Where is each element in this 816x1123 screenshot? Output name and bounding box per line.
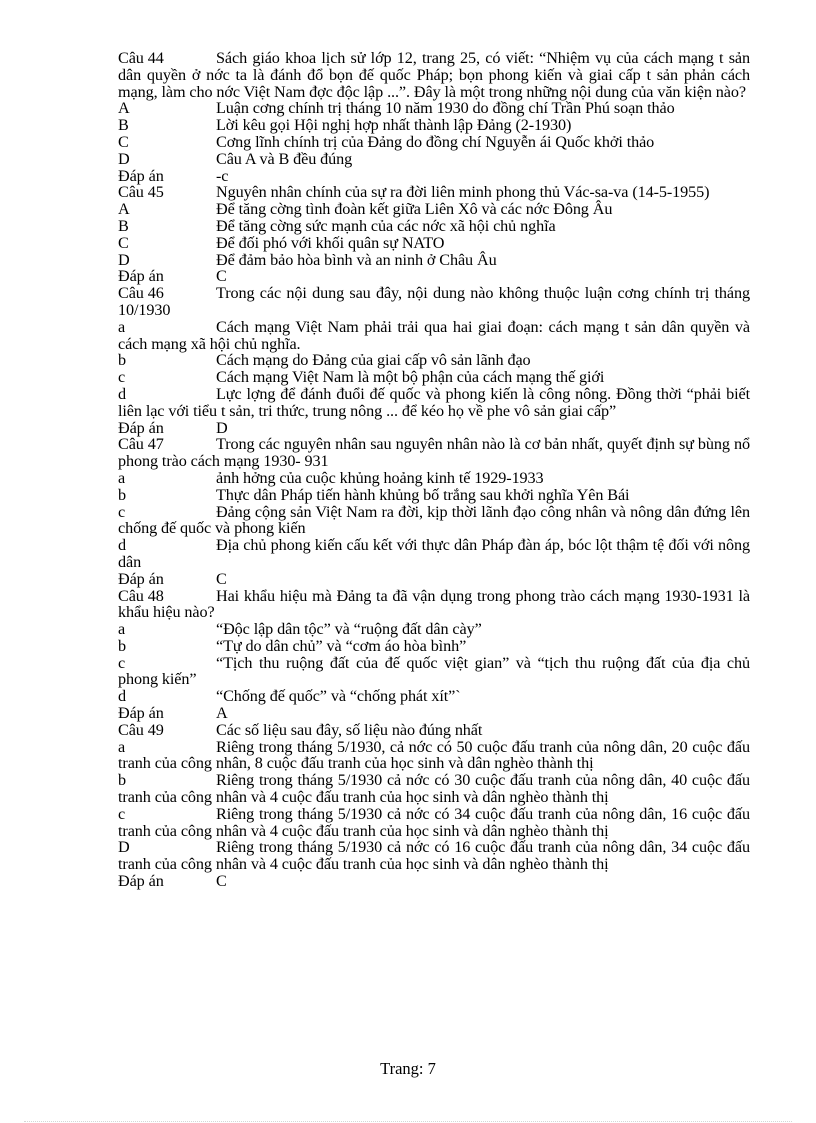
option-line — [118, 504, 750, 538]
option-letter: A — [118, 99, 130, 118]
option-line — [118, 151, 750, 168]
question-number: Câu 45 — [118, 183, 164, 202]
option-line — [118, 638, 750, 655]
answer-line — [118, 571, 750, 588]
option-line — [118, 806, 750, 840]
option-text: Địa chủ phong kiến cấu kết với thực dân Pháp đàn áp, bóc lột thậm tệ đối với nông dân — [118, 536, 750, 571]
option-line — [118, 487, 750, 504]
option-line — [118, 839, 750, 873]
answer-label: Đáp án — [118, 569, 164, 588]
option-line — [118, 688, 750, 705]
answer-line — [118, 268, 750, 285]
answer-value: A — [216, 704, 228, 723]
option-letter: c — [118, 502, 126, 521]
answer-value: C — [216, 267, 227, 286]
option-line — [118, 252, 750, 269]
option-text: “Tự do dân chủ” và “cơm áo hòa bình” — [216, 636, 467, 655]
question-text: Trong các nguyên nhân sau nguyên nhân nào là cơ bản nhất, quyết định sự bùng nổ phong trào cách mạng 1930- 931 — [118, 435, 750, 471]
option-text: Lời kêu gọi Hội nghị hợp nhất thành lập Đảng (2-1930) — [216, 116, 572, 135]
option-text: Đảng cộng sản Việt Nam ra đời, kịp thời lãnh đạo công nhân và nông dân đứng lên chống đế quốc và phong kiến — [118, 502, 750, 538]
option-letter: a — [118, 620, 126, 639]
answer-label: Đáp án — [118, 166, 164, 185]
option-text: Cách mạng Việt Nam là một bộ phận của cách mạng thế giới — [216, 368, 605, 387]
option-letter: C — [118, 132, 129, 151]
option-text: ảnh hởng của cuộc khủng hoảng kinh tế 1929-1933 — [216, 468, 544, 487]
page-footer: Trang: 7 — [380, 1059, 436, 1078]
answer-value: D — [216, 418, 228, 437]
option-letter: D — [118, 250, 130, 269]
answer-line — [118, 705, 750, 722]
question-line — [118, 722, 750, 739]
option-text: Câu A và B đều đúng — [216, 149, 353, 168]
question-text: Hai khẩu hiệu mà Đảng ta đã vận dụng trong phong trào cách mạng 1930-1931 là khẩu hiệu nào? — [118, 586, 750, 622]
option-line — [118, 117, 750, 134]
option-text: Luận cơng chính trị tháng 10 năm 1930 do đồng chí Trần Phú soạn thảo — [216, 99, 675, 118]
option-text: Riêng trong tháng 5/1930 cả nớc có 30 cuộc đấu tranh của nông dân, 40 cuộc đấu tranh của công nhân và 4 cuộc đấu tranh của học sinh và dân nghèo thành thị — [118, 771, 750, 807]
option-letter: b — [118, 636, 126, 655]
question-text: Nguyên nhân chính của sự ra đời liên minh phong thủ Vác-sa-va (14-5-1955) — [216, 183, 710, 202]
answer-line — [118, 420, 750, 437]
option-line — [118, 218, 750, 235]
answer-line — [118, 168, 750, 185]
option-text: “Tịch thu ruộng đất của đế quốc việt gian” và “tịch thu ruộng đất của địa chủ phong kiến” — [118, 653, 750, 689]
option-letter: c — [118, 653, 126, 672]
option-text: Để tăng cờng tình đoàn kết giữa Liên Xô và các nớc Đông Âu — [216, 200, 613, 219]
question-number: Câu 47 — [118, 435, 164, 454]
option-line — [118, 537, 750, 571]
option-letter: A — [118, 200, 130, 219]
question-number: Câu 46 — [118, 284, 164, 303]
option-line — [118, 369, 750, 386]
question-number: Câu 44 — [118, 49, 164, 67]
question-text: Các số liệu sau đây, số liệu nào đúng nhất — [216, 720, 483, 739]
option-text: Để đối phó với khối quân sự NATO — [216, 233, 445, 252]
option-letter: C — [118, 233, 129, 252]
option-line — [118, 470, 750, 487]
answer-label: Đáp án — [118, 267, 164, 286]
option-line — [118, 352, 750, 369]
option-line — [118, 100, 750, 117]
option-line — [118, 621, 750, 638]
option-letter: B — [118, 216, 129, 235]
option-line — [118, 235, 750, 252]
option-letter: d — [118, 687, 126, 706]
answer-label: Đáp án — [118, 872, 164, 891]
question-line — [118, 50, 750, 100]
option-letter: b — [118, 771, 126, 790]
option-letter: D — [118, 149, 130, 168]
answer-value: C — [216, 569, 227, 588]
question-text: Sách giáo khoa lịch sử lớp 12, trang 25, có viết: “Nhiệm vụ của cách mạng t sản dân quyền ở nớc ta là đánh đổ bọn đế quốc Pháp; bọn phong kiến và giai cấp t sản phản cách mạng, làm cho nớc Việt Nam đợc độc lập ...”. Đây là một trong những nội dung của văn kiện nào? — [118, 49, 750, 101]
option-text: Riêng trong tháng 5/1930 cả nớc có 16 cuộc đấu tranh của nông dân, 34 cuộc đấu tranh của công nhân và 4 cuộc đấu tranh của học sinh và dân nghèo thành thị — [118, 838, 750, 874]
option-line — [118, 772, 750, 806]
option-text: Thực dân Pháp tiến hành khủng bố trắng sau khởi nghĩa Yên Bái — [216, 485, 630, 504]
option-line — [118, 655, 750, 689]
option-letter: c — [118, 368, 126, 387]
option-line — [118, 739, 750, 773]
option-text: Để tăng cờng sức mạnh của các nớc xã hội chủ nghĩa — [216, 216, 556, 235]
document-body — [118, 50, 750, 890]
question-text: Trong các nội dung sau đây, nội dung nào không thuộc luận cơng chính trị tháng 10/1930 — [118, 284, 750, 319]
option-letter: d — [118, 536, 126, 555]
option-text: “Chống đế quốc” và “chống phát xít”` — [216, 687, 461, 706]
option-text: Lực lợng để đánh đuổi đế quốc và phong kiến là công nông. Đồng thời “phải biết liên lạc với tiểu t sản, tri thức, trung nông ... để kéo họ về phe vô sản giai cấp” — [118, 384, 750, 420]
option-letter: B — [118, 116, 129, 135]
question-number: Câu 49 — [118, 720, 164, 739]
option-text: “Độc lập dân tộc” và “ruộng đất dân cày” — [216, 620, 482, 639]
option-line — [118, 386, 750, 420]
option-letter: a — [118, 737, 126, 756]
option-text: Riêng trong tháng 5/1930, cả nớc có 50 cuộc đấu tranh của nông dân, 20 cuộc đấu tranh của công nhân, 8 cuộc đấu tranh của học sinh và dân nghèo thành thị — [118, 737, 750, 773]
option-letter: a — [118, 468, 126, 487]
option-letter: b — [118, 485, 126, 504]
answer-value: -c — [216, 166, 229, 185]
option-text: Cách mạng Việt Nam phải trải qua hai giai đoạn: cách mạng t sản dân quyền và cách mạng xã hội chủ nghĩa. — [118, 317, 750, 353]
option-line — [118, 134, 750, 151]
question-line — [118, 285, 750, 319]
question-line — [118, 588, 750, 622]
option-letter: a — [118, 317, 126, 336]
answer-label: Đáp án — [118, 704, 164, 723]
question-number: Câu 48 — [118, 586, 164, 605]
answer-value: C — [216, 872, 227, 891]
option-line — [118, 319, 750, 353]
option-line — [118, 201, 750, 218]
option-text: Cơng lĩnh chính trị của Đảng do đồng chí Nguyễn ái Quốc khởi thảo — [216, 132, 655, 151]
option-letter: c — [118, 804, 126, 823]
option-text: Để đảm bảo hòa bình và an ninh ở Châu Âu — [216, 250, 497, 269]
question-line — [118, 436, 750, 470]
page-bottom-divider — [24, 1121, 792, 1122]
option-text: Cách mạng do Đảng của giai cấp vô sản lãnh đạo — [216, 351, 531, 370]
question-line — [118, 184, 750, 201]
option-letter: d — [118, 384, 126, 403]
option-letter: D — [118, 838, 130, 857]
option-letter: b — [118, 351, 126, 370]
option-text: Riêng trong tháng 5/1930 cả nớc có 34 cuộc đấu tranh của nông dân, 16 cuộc đấu tranh của công nhân và 4 cuộc đấu tranh của học sinh và dân nghèo thành thị — [118, 804, 750, 840]
answer-label: Đáp án — [118, 418, 164, 437]
answer-line — [118, 873, 750, 890]
